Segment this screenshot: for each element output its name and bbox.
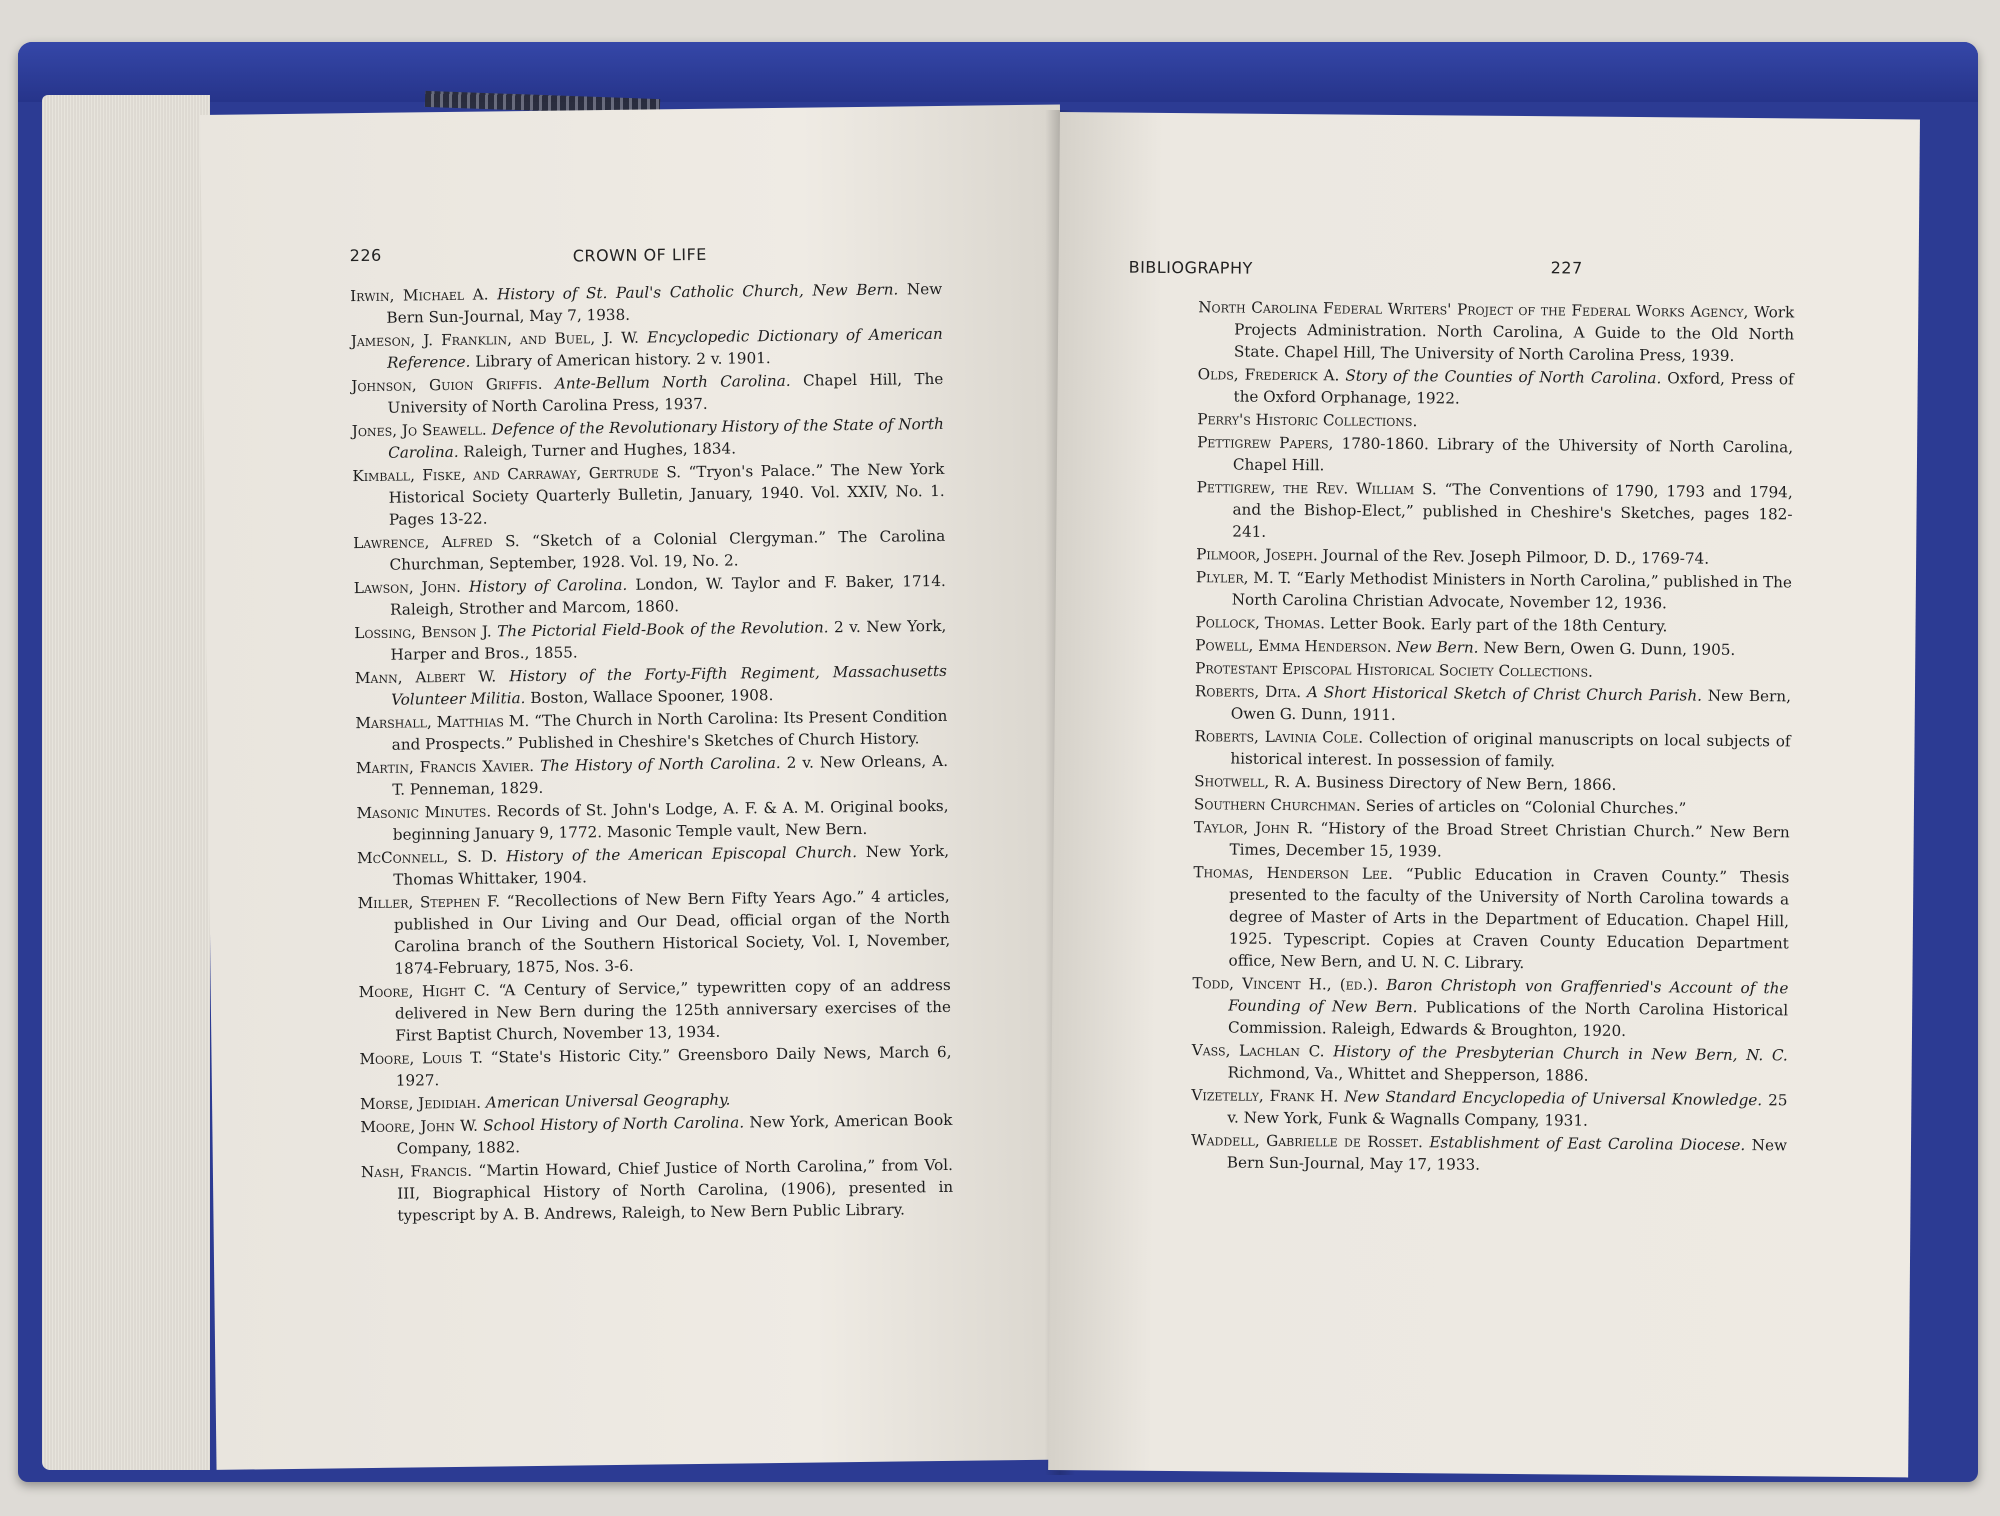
bibliography-entry (1197, 431, 1793, 480)
running-head: BIBLIOGRAPHY (1128, 257, 1253, 278)
bibliography-entry (356, 750, 948, 801)
bibliography-entry (356, 795, 948, 846)
bibliography-entry (1198, 296, 1795, 367)
entry-author: Jones, Jo Seawell. (351, 420, 487, 441)
entry-details: London, W. Taylor and F. Baker, 1714. Raleigh, Strother and Marcom, 1860. (389, 571, 946, 619)
bibliography-entry (1192, 1039, 1788, 1088)
entry-author: Lossing, Benson J. (354, 622, 492, 643)
bibliography-list (350, 278, 953, 1228)
entry-details: Records of St. John's Lodge, A. F. & A. M. Original books, beginning January 9, 1772. Masonic Temple vault, New Bern. (392, 796, 949, 844)
entry-title: School History of North Carolina. (483, 1113, 745, 1135)
entry-details: Raleigh, Turner and Hughes, 1834. (463, 439, 737, 461)
bibliography-entry (352, 413, 944, 464)
entry-author: Moore, Louis T. (359, 1048, 483, 1069)
entry-author: Plyler, M. T. (1195, 568, 1292, 588)
entry-details: “State's Historic City.” Greensboro Daily News, March 6, 1927. (395, 1042, 952, 1090)
entry-author: Moore, John W. (360, 1116, 478, 1137)
entry-author: Perry's Historic Collections. (1197, 410, 1418, 431)
bibliography-entry (1196, 566, 1792, 615)
entry-author: Vizetelly, Frank H. (1191, 1086, 1339, 1106)
bibliography-entry (1197, 363, 1793, 412)
entry-title: New Standard Encyclopedia of Universal Knowledge. (1344, 1087, 1763, 1110)
entry-author: Moore, Hight C. (358, 981, 491, 1002)
entry-title: American Universal Geography. (485, 1090, 731, 1112)
bibliography-entry (1196, 476, 1793, 547)
entry-author: Powell, Emma Henderson. (1195, 636, 1392, 656)
entry-author: Kimball, Fiske, and Carraway, Gertrude S. (352, 463, 682, 486)
entry-title: Story of the Counties of North Carolina. (1345, 366, 1662, 388)
bibliography-entry (1193, 861, 1790, 976)
entry-author: Marshall, Matthias M. (355, 712, 530, 733)
bibliography-entry (354, 615, 946, 666)
bibliography-entry (353, 525, 945, 576)
entry-details: 1780-1860. Library of the Uhiversity of North Carolina, Chapel Hill. (1232, 434, 1794, 475)
entry-details: “The Church in North Carolina: Its Present Condition and Prospects.” Published in Cheshire's Sketches of Church History. (391, 706, 948, 754)
page-number: 227 (1550, 258, 1583, 278)
entry-author: Irwin, Michael A. (350, 285, 489, 306)
entry-author: Johnson, Guion Griffis. (351, 374, 543, 396)
bibliography-entry (351, 323, 943, 374)
bibliography-entry (355, 705, 947, 756)
page-number: 226 (349, 245, 382, 266)
page-edges (42, 95, 210, 1470)
entry-details: New York, American Book Company, 1882. (396, 1110, 953, 1158)
entry-details: New Bern Sun-Journal, May 7, 1938. (386, 279, 943, 327)
entry-details: Chapel Hill, The University of North Carolina Press, 1937. (387, 369, 944, 417)
entry-title: Ante-Bellum North Carolina. (554, 371, 791, 393)
entry-details: Publications of the North Carolina Historical Commission. Raleigh, Edwards & Broughton, 1920. (1227, 998, 1789, 1040)
bibliography-entry (357, 840, 949, 891)
entry-author: Pettigrew, the Rev. William S. (1196, 478, 1437, 499)
bibliography-entry (355, 660, 947, 711)
entry-author: Waddell, Gabrielle de Rosset. (1190, 1131, 1423, 1152)
entry-details: New Bern Sun-Journal, May 17, 1933. (1226, 1136, 1788, 1174)
entry-details: “Recollections of New Bern Fifty Years Ago.” 4 articles, published in Our Living and Our Dead, official organ of the North Carolina branch of the Southern Historical Society, Vol. I, November, 1874-February, 1875, Nos. 3-6. (393, 886, 951, 978)
entry-details: “A Century of Service,” typewritten copy of an address delivered in New Bern during the 125th anniversary exercises of the First Baptist Church, November 13, 1934. (394, 975, 952, 1045)
entry-title: Defence of the Revolutionary History of the State of North Carolina. (388, 414, 944, 462)
entry-author: Masonic Minutes. (356, 802, 492, 823)
entry-author: Southern Churchman. (1193, 795, 1361, 815)
entry-details: 2 v. New York, Harper and Bros., 1855. (390, 616, 947, 664)
bibliography-entry (1192, 972, 1789, 1043)
entry-title: The Pictorial Field-Book of the Revolution. (497, 618, 829, 641)
cover-top-edge (18, 42, 1978, 102)
entry-author: Taylor, John R. (1193, 818, 1314, 838)
entry-details: Collection of original manuscripts on local subjects of historical interest. In possession of family. (1230, 728, 1791, 771)
bibliography-entry (1195, 680, 1791, 729)
entry-details: Library of American history. 2 v. 1901. (475, 349, 771, 371)
entry-details: Boston, Wallace Spooner, 1908. (530, 686, 774, 708)
entry-title: New Bern. (1396, 637, 1479, 657)
entry-details: New Bern, Owen G. Dunn, 1911. (1230, 686, 1792, 724)
entry-title: Encyclopedic Dictionary of American Reference. (386, 324, 943, 372)
bibliography-entry (351, 368, 943, 419)
entry-title: History of the Presbyterian Church in New Bern, N. C. (1333, 1042, 1788, 1065)
entry-details: Richmond, Va., Whittet and Shepperson, 1886. (1227, 1063, 1589, 1085)
bibliography-entry (358, 885, 951, 980)
entry-author: Vass, Lachlan C. (1191, 1041, 1325, 1061)
bibliography-entry (360, 1109, 952, 1160)
entry-details: “Sketch of a Colonial Clergyman.” The Carolina Churchman, September, 1928. Vol. 19, No. 2. (389, 526, 946, 574)
entry-author: Lawson, John. (353, 577, 462, 598)
entry-author: Pollock, Thomas. (1195, 613, 1326, 633)
entry-details: Letter Book. Early part of the 18th Century. (1329, 614, 1668, 636)
entry-author: Nash, Francis. (360, 1161, 473, 1182)
bibliography-entry (359, 1041, 951, 1092)
left-page (200, 104, 1076, 1469)
entry-details: Work Projects Administration. North Carolina, A Guide to the Old North State. Chapel Hill, The University of North Carolina Press, 1939. (1233, 303, 1795, 365)
entry-details: “Martin Howard, Chief Justice of North Carolina,” from Vol. III, Biographical History of North Carolina, (1906), presented in typescript by A. B. Andrews, Raleigh, to New Bern Public Library. (397, 1155, 954, 1225)
entry-author: Roberts, Dita. (1194, 682, 1302, 702)
entry-title: The History of North Carolina. (539, 753, 781, 775)
bibliography-list (1191, 296, 1795, 1179)
entry-title: Baron Christoph von Graffenried's Account of the Founding of New Bern. (1228, 975, 1789, 1017)
entry-details: Series of articles on “Colonial Churches.” (1365, 796, 1687, 818)
entry-details: Oxford, Press of the Oxford Orphanage, 1922. (1233, 369, 1794, 408)
entry-author: Todd, Vincent H., (ed.). (1192, 974, 1379, 994)
bibliography-entry (350, 278, 942, 329)
entry-author: McConnell, S. D. (356, 847, 498, 868)
entry-details: 2 v. New Orleans, A. T. Penneman, 1829. (392, 751, 949, 799)
entry-author: Martin, Francis Xavier. (355, 756, 535, 778)
entry-author: Pilmoor, Joseph. (1196, 545, 1318, 565)
bibliography-entry (361, 1154, 954, 1227)
entry-details: Business Directory of New Bern, 1866. (1315, 773, 1617, 794)
bibliography-entry (1193, 816, 1789, 865)
right-page (1048, 112, 1920, 1477)
entry-author: Miller, Stephen F. (357, 892, 501, 913)
entry-details: 25 v. New York, Funk & Wagnalls Company, 1931. (1227, 1091, 1788, 1130)
entry-author: Thomas, Henderson Lee. (1193, 863, 1393, 883)
entry-title: Establishment of East Carolina Diocese. (1429, 1133, 1746, 1155)
bibliography-entry (352, 458, 945, 531)
entry-author: Mann, Albert W. (354, 667, 497, 688)
bibliography-entry (359, 974, 952, 1047)
entry-details: New Bern, Owen G. Dunn, 1905. (1483, 638, 1736, 659)
bibliography-entry (1191, 1129, 1787, 1178)
entry-title: History of St. Paul's Catholic Church, New Bern. (497, 280, 899, 304)
entry-title: History of the American Episcopal Church. (505, 843, 858, 866)
entry-author: North Carolina Federal Writers' Project of the Federal Works Agency, (1198, 298, 1749, 322)
entry-author: Shotwell, R. A. (1194, 772, 1312, 792)
entry-details: “Public Education in Craven County.” Thesis presented to the faculty of the University of North Carolina towards a degree of Master of Arts in the Department of Education. Chapel Hill, 1925. Typescript. Copies at Craven County Education Department office, New Bern, and U. N. C. Library. (1228, 865, 1790, 973)
entry-author: Olds, Frederick A. (1197, 365, 1340, 385)
entry-details: “Early Methodist Ministers in North Carolina,” published in The North Carolina Christian Advocate, November 12, 1936. (1231, 569, 1793, 613)
bibliography-entry (354, 570, 946, 621)
entry-title: History of Carolina. (468, 575, 628, 596)
entry-title: History of the Forty-Fifth Regiment, Massachusetts Volunteer Militia. (391, 661, 947, 709)
entry-details: “Tryon's Palace.” The New York Historical Society Quarterly Bulletin, January, 1940. Vol. XXIV, No. 1. Pages 13-22. (388, 459, 945, 529)
entry-author: Pettigrew Papers, (1197, 433, 1334, 453)
bibliography-entry (1194, 725, 1790, 774)
entry-author: Roberts, Lavinia Cole. (1194, 727, 1364, 747)
entry-author: Protestant Episcopal Historical Society Collections. (1195, 659, 1594, 681)
entry-title: A Short Historical Sketch of Christ Church Parish. (1306, 683, 1703, 705)
bibliography-entry (1191, 1084, 1787, 1133)
entry-author: Lawrence, Alfred S. (353, 532, 520, 553)
entry-details: “History of the Broad Street Christian Church.” New Bern Times, December 15, 1939. (1229, 819, 1790, 861)
entry-author: Morse, Jedidiah. (359, 1093, 482, 1114)
entry-details: “The Conventions of 1790, 1793 and 1794, and the Bishop-Elect,” published in Cheshire's Sketches, pages 182-241. (1232, 480, 1793, 541)
entry-author: Jameson, J. Franklin, and Buel, J. W. (350, 328, 640, 351)
entry-details: Journal of the Rev. Joseph Pilmoor, D. D., 1769-74. (1322, 546, 1710, 568)
running-head: CROWN OF LIFE (572, 244, 707, 266)
entry-details: New York, Thomas Whittaker, 1904. (393, 841, 950, 889)
